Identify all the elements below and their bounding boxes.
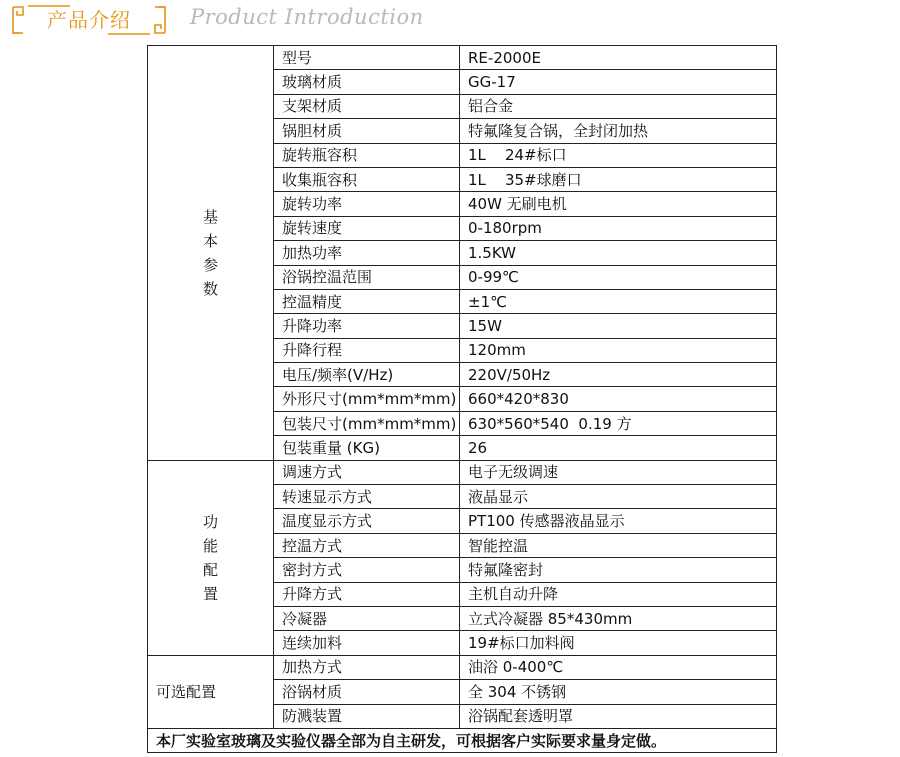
param-value: ±1℃ <box>460 289 777 313</box>
param-label: 转速显示方式 <box>274 485 460 509</box>
param-value: PT100 传感器液晶显示 <box>460 509 777 533</box>
table-row <box>148 655 777 679</box>
category-cell <box>148 460 274 655</box>
param-label: 型号 <box>274 46 460 70</box>
param-value: 15W <box>460 314 777 338</box>
param-value: 220V/50Hz <box>460 363 777 387</box>
param-label: 包装尺寸(mm*mm*mm) <box>274 411 460 435</box>
param-label: 玻璃材质 <box>274 70 460 94</box>
param-value: 40W 无刷电机 <box>460 192 777 216</box>
param-label: 外形尺寸(mm*mm*mm) <box>274 387 460 411</box>
param-label: 防溅装置 <box>274 704 460 728</box>
param-label: 控温精度 <box>274 289 460 313</box>
param-value: 全 304 不锈钢 <box>460 680 777 704</box>
table-row <box>148 460 777 484</box>
param-label: 冷凝器 <box>274 606 460 630</box>
section-header <box>10 3 890 39</box>
page-subtitle: Product Introduction <box>190 5 424 29</box>
title-badge <box>10 3 168 37</box>
param-value: 19#标口加料阀 <box>460 631 777 655</box>
param-value: 电子无级调速 <box>460 460 777 484</box>
param-label: 收集瓶容积 <box>274 167 460 191</box>
param-value: 立式冷凝器 85*430mm <box>460 606 777 630</box>
param-value: 主机自动升降 <box>460 582 777 606</box>
param-value: 浴锅配套透明罩 <box>460 704 777 728</box>
param-label: 调速方式 <box>274 460 460 484</box>
category-label: 基本参数 <box>202 207 218 298</box>
param-value: 120mm <box>460 338 777 362</box>
param-label: 控温方式 <box>274 533 460 557</box>
param-value: GG-17 <box>460 70 777 94</box>
param-value: RE-2000E <box>460 46 777 70</box>
param-value: 1.5KW <box>460 241 777 265</box>
category-cell <box>148 46 274 461</box>
param-value: 油浴 0-400℃ <box>460 655 777 679</box>
param-value: 液晶显示 <box>460 485 777 509</box>
param-label: 浴锅控温范围 <box>274 265 460 289</box>
param-label: 升降方式 <box>274 582 460 606</box>
param-label: 加热功率 <box>274 241 460 265</box>
param-label: 旋转瓶容积 <box>274 143 460 167</box>
param-label: 旋转速度 <box>274 216 460 240</box>
param-label: 电压/频率(V/Hz) <box>274 363 460 387</box>
param-value: 1L 35#球磨口 <box>460 167 777 191</box>
param-value: 26 <box>460 436 777 460</box>
category-cell: 可选配置 <box>148 655 274 728</box>
param-label: 密封方式 <box>274 558 460 582</box>
param-label: 浴锅材质 <box>274 680 460 704</box>
param-label: 温度显示方式 <box>274 509 460 533</box>
param-value: 630*560*540 0.19 方 <box>460 411 777 435</box>
param-value: 1L 24#标口 <box>460 143 777 167</box>
page-title: 产品介绍 <box>47 8 131 32</box>
param-value: 特氟隆密封 <box>460 558 777 582</box>
param-value: 660*420*830 <box>460 387 777 411</box>
param-label: 包装重量 (KG) <box>274 436 460 460</box>
param-value: 0-180rpm <box>460 216 777 240</box>
param-label: 升降功率 <box>274 314 460 338</box>
param-value: 特氟隆复合锅，全封闭加热 <box>460 119 777 143</box>
param-label: 加热方式 <box>274 655 460 679</box>
spec-table <box>147 45 777 753</box>
footer-note: 本厂实验室玻璃及实验仪器全部为自主研发，可根据客户实际要求量身定做。 <box>148 728 777 752</box>
param-value: 铝合金 <box>460 94 777 118</box>
param-label: 连续加料 <box>274 631 460 655</box>
param-label: 升降行程 <box>274 338 460 362</box>
param-label: 锅胆材质 <box>274 119 460 143</box>
param-label: 支架材质 <box>274 94 460 118</box>
param-value: 0-99℃ <box>460 265 777 289</box>
category-label: 功能配置 <box>202 512 218 603</box>
footer-row <box>148 728 777 752</box>
param-label: 旋转功率 <box>274 192 460 216</box>
table-row <box>148 46 777 70</box>
param-value: 智能控温 <box>460 533 777 557</box>
